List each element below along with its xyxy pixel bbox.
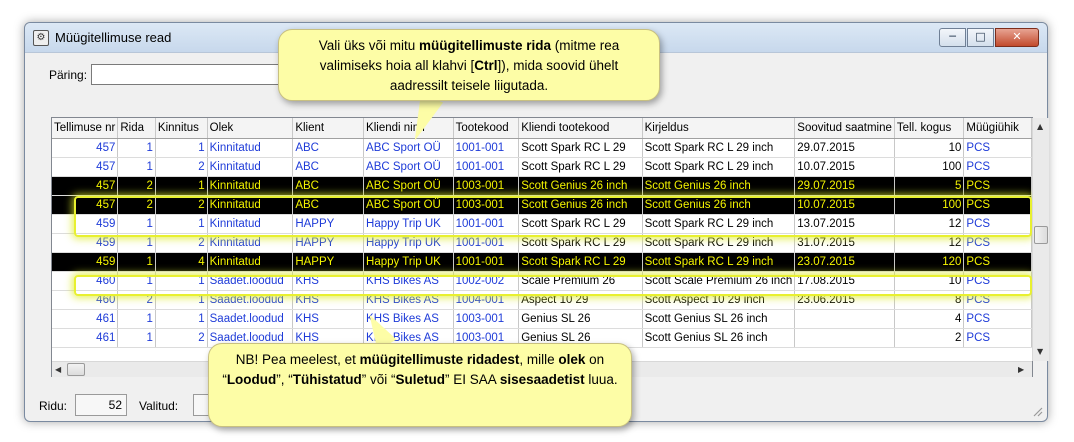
close-button[interactable]: ✕ (995, 28, 1039, 47)
client-cell[interactable]: KHS (293, 271, 364, 290)
order-cell[interactable]: 457 (52, 195, 118, 214)
client-code-cell[interactable]: Scott Spark RC L 29 (519, 157, 642, 176)
client-name-cell[interactable]: ABC Sport OÜ (364, 195, 454, 214)
callout-bottom-text-2: , mille (519, 352, 559, 367)
status-cell[interactable]: Kinnitatud (207, 195, 293, 214)
table-row[interactable] (52, 290, 1032, 309)
col-status-header[interactable]: Olek (207, 118, 293, 138)
client-code-cell[interactable]: Scott Spark RC L 29 (519, 252, 642, 271)
client-cell[interactable]: KHS (293, 309, 364, 328)
vertical-scroll-thumb[interactable] (1034, 226, 1048, 244)
table-row[interactable] (52, 157, 1032, 176)
scroll-left-icon[interactable]: ◀ (55, 365, 62, 374)
description-cell[interactable]: Scott Aspect 10 29 inch (642, 290, 795, 309)
code-cell[interactable]: 1002-002 (453, 271, 519, 290)
confirmation-cell[interactable]: 1 (155, 271, 207, 290)
status-cell[interactable]: Saadet.loodud (207, 309, 293, 328)
table-row[interactable] (52, 214, 1032, 233)
status-cell[interactable]: Kinnitatud (207, 138, 293, 157)
quantity-cell[interactable]: 120 (894, 252, 964, 271)
callout-bottom-text-7: luua. (584, 372, 618, 387)
table-row[interactable] (52, 176, 1032, 195)
status-cell[interactable]: Kinnitatud (207, 176, 293, 195)
client-cell[interactable]: KHS (293, 290, 364, 309)
description-cell[interactable]: Scott Genius SL 26 inch (642, 328, 795, 347)
confirmation-cell[interactable]: 2 (155, 157, 207, 176)
confirmation-cell[interactable]: 1 (155, 290, 207, 309)
callout-bottom-bold-5: Suletud (395, 372, 446, 387)
col-client-header[interactable]: Klient (293, 118, 364, 138)
date-cell[interactable]: 23.07.2015 (795, 252, 895, 271)
code-cell[interactable]: 1001-001 (453, 138, 519, 157)
status-cell[interactable]: Kinnitatud (207, 157, 293, 176)
client-name-cell[interactable]: KHS Bikes AS (364, 309, 454, 328)
callout-bottom-bold-2: olek (558, 352, 586, 367)
scroll-down-icon[interactable]: ▼ (1037, 347, 1044, 356)
date-cell[interactable]: 29.07.2015 (795, 176, 895, 195)
rows-count-label: Ridu: (39, 399, 68, 413)
unit-cell[interactable]: PCS (964, 271, 1032, 290)
date-cell[interactable]: 29.07.2015 (795, 138, 895, 157)
row-cell[interactable]: 1 (118, 157, 156, 176)
callout-top-bold-1: müügitellimuste rida (418, 38, 552, 53)
callout-bottom-bold-6: sisesaadetist (499, 372, 585, 387)
row-cell[interactable]: 1 (118, 328, 156, 347)
date-cell[interactable] (795, 309, 895, 328)
query-input[interactable] (91, 64, 291, 85)
unit-cell[interactable]: PCS (964, 138, 1032, 157)
unit-cell[interactable]: PCS (964, 328, 1032, 347)
description-cell[interactable]: Scott Genius 26 inch (642, 176, 795, 195)
client-code-cell[interactable]: Scott Genius 26 inch (519, 195, 642, 214)
client-name-cell[interactable]: Happy Trip UK (364, 214, 454, 233)
callout-top-bold-2: Ctrl (474, 58, 498, 73)
confirmation-cell[interactable]: 1 (155, 309, 207, 328)
callout-bottom-text-3: on “ (222, 352, 605, 387)
unit-cell[interactable]: PCS (964, 195, 1032, 214)
client-code-cell[interactable]: Scott Genius 26 inch (519, 176, 642, 195)
client-code-cell[interactable]: Scott Spark RC L 29 (519, 233, 642, 252)
quantity-cell[interactable]: 12 (894, 214, 964, 233)
callout-top (278, 29, 660, 101)
client-name-cell[interactable]: ABC Sport OÜ (364, 176, 454, 195)
row-cell[interactable]: 1 (118, 252, 156, 271)
confirmation-cell[interactable]: 1 (155, 138, 207, 157)
quantity-cell[interactable]: 4 (894, 309, 964, 328)
quantity-cell[interactable]: 5 (894, 176, 964, 195)
client-cell[interactable]: KHS (293, 328, 364, 347)
unit-cell[interactable]: PCS (964, 290, 1032, 309)
rows-count-value: 52 (75, 394, 127, 416)
order-cell[interactable]: 459 (52, 252, 118, 271)
horizontal-scroll-thumb[interactable] (67, 363, 85, 376)
table-row[interactable] (52, 271, 1032, 290)
confirmation-cell[interactable]: 2 (155, 233, 207, 252)
code-cell[interactable]: 1003-001 (453, 176, 519, 195)
query-label: Päring: (49, 68, 88, 82)
callout-bottom-text-4: ”, “ (276, 372, 293, 387)
date-cell[interactable] (795, 328, 895, 347)
date-cell[interactable]: 10.07.2015 (795, 157, 895, 176)
client-cell[interactable]: ABC (293, 157, 364, 176)
client-name-cell[interactable]: Happy Trip UK (364, 252, 454, 271)
client-cell[interactable]: HAPPY (293, 252, 364, 271)
scroll-up-icon[interactable]: ▲ (1037, 122, 1044, 131)
description-cell[interactable]: Scott Spark RC L 29 inch (642, 214, 795, 233)
client-code-cell[interactable]: Scale Premium 26 (519, 271, 642, 290)
description-cell[interactable]: Scott Spark RC L 29 inch (642, 252, 795, 271)
date-cell[interactable]: 31.07.2015 (795, 233, 895, 252)
col-date-header[interactable]: Soovitud saatmine (795, 118, 895, 138)
date-cell[interactable]: 10.07.2015 (795, 195, 895, 214)
rows-table (52, 118, 1032, 348)
col-order-header[interactable]: Tellimuse nr (52, 118, 118, 138)
order-cell[interactable]: 457 (52, 138, 118, 157)
quantity-cell[interactable]: 10 (894, 138, 964, 157)
callout-bottom-bold-1: müügitellimuste ridadest (359, 352, 520, 367)
status-cell[interactable]: Saadet.loodud (207, 328, 293, 347)
client-name-cell[interactable]: ABC Sport OÜ (364, 157, 454, 176)
unit-cell[interactable]: PCS (964, 309, 1032, 328)
col-code-header[interactable]: Tootekood (453, 118, 519, 138)
table-row[interactable] (52, 233, 1032, 252)
confirmation-cell[interactable]: 2 (155, 328, 207, 347)
client-code-cell[interactable]: Aspect 10 29 (519, 290, 642, 309)
unit-cell[interactable]: PCS (964, 176, 1032, 195)
quantity-cell[interactable]: 10 (894, 271, 964, 290)
row-cell[interactable]: 2 (118, 290, 156, 309)
order-cell[interactable]: 461 (52, 309, 118, 328)
code-cell[interactable]: 1001-001 (453, 233, 519, 252)
client-code-cell[interactable]: Scott Spark RC L 29 (519, 138, 642, 157)
row-cell[interactable]: 1 (118, 233, 156, 252)
client-cell[interactable]: HAPPY (293, 233, 364, 252)
client-name-cell[interactable]: KHS Bikes AS (364, 290, 454, 309)
order-cell[interactable]: 459 (52, 233, 118, 252)
unit-cell[interactable]: PCS (964, 214, 1032, 233)
client-code-cell[interactable]: Genius SL 26 (519, 309, 642, 328)
order-cell[interactable]: 460 (52, 271, 118, 290)
row-cell[interactable]: 2 (118, 176, 156, 195)
code-cell[interactable]: 1004-001 (453, 290, 519, 309)
rows-grid (51, 117, 1044, 377)
status-cell[interactable]: Saadet.loodud (207, 290, 293, 309)
window-title: Müügitellimuse read (55, 30, 172, 45)
table-row[interactable] (52, 195, 1032, 214)
row-cell[interactable]: 2 (118, 195, 156, 214)
client-cell[interactable]: ABC (293, 176, 364, 195)
date-cell[interactable]: 23.06.2015 (795, 290, 895, 309)
col-row-header[interactable]: Rida (118, 118, 156, 138)
confirmation-cell[interactable]: 1 (155, 176, 207, 195)
window-controls (939, 28, 1039, 47)
callout-top-text-1: Vali üks või mitu (318, 38, 419, 53)
client-cell[interactable]: ABC (293, 138, 364, 157)
row-cell[interactable]: 1 (118, 309, 156, 328)
order-cell[interactable]: 457 (52, 157, 118, 176)
col-description-header[interactable]: Kirjeldus (642, 118, 795, 138)
col-unit-header[interactable]: Müügiühik (964, 118, 1032, 138)
client-code-cell[interactable]: Genius SL 26 (519, 328, 642, 347)
row-cell[interactable]: 1 (118, 138, 156, 157)
description-cell[interactable]: Scott Spark RC L 29 inch (642, 157, 795, 176)
quantity-cell[interactable]: 12 (894, 233, 964, 252)
col-client-name-header[interactable]: Kliendi nimi (364, 118, 454, 138)
client-name-cell[interactable]: KHS Bikes AS (364, 328, 454, 347)
code-cell[interactable]: 1003-001 (453, 195, 519, 214)
description-cell[interactable]: Scott Genius SL 26 inch (642, 309, 795, 328)
code-cell[interactable]: 1001-001 (453, 157, 519, 176)
date-cell[interactable]: 13.07.2015 (795, 214, 895, 233)
callout-bottom-bold-3: Loodud (226, 372, 277, 387)
callout-bottom-text-5: ” või “ (361, 372, 396, 387)
selected-count-label: Valitud: (139, 399, 179, 413)
description-cell[interactable]: Scott Genius 26 inch (642, 195, 795, 214)
client-cell[interactable]: HAPPY (293, 214, 364, 233)
status-cell[interactable]: Saadet.loodud (207, 271, 293, 290)
resize-grip-icon[interactable] (1031, 405, 1043, 417)
table-row[interactable] (52, 309, 1032, 328)
quantity-cell[interactable]: 100 (894, 195, 964, 214)
client-cell[interactable]: ABC (293, 195, 364, 214)
description-cell[interactable]: Scott Spark RC L 29 inch (642, 233, 795, 252)
client-name-cell[interactable]: KHS Bikes AS (364, 271, 454, 290)
col-client-code-header[interactable]: Kliendi tootekood (519, 118, 642, 138)
table-row[interactable] (52, 138, 1032, 157)
code-cell[interactable]: 1001-001 (453, 214, 519, 233)
order-cell[interactable]: 457 (52, 176, 118, 195)
unit-cell[interactable]: PCS (964, 233, 1032, 252)
code-cell[interactable]: 1003-001 (453, 328, 519, 347)
col-quantity-header[interactable]: Tell. kogus (894, 118, 964, 138)
callout-bottom-text-1: NB! Pea meelest, et (235, 352, 360, 367)
status-cell[interactable]: Kinnitatud (207, 252, 293, 271)
callout-bottom (208, 343, 632, 427)
row-cell[interactable]: 1 (118, 271, 156, 290)
description-cell[interactable]: Scott Scale Premium 26 inch (642, 271, 795, 290)
order-cell[interactable]: 459 (52, 214, 118, 233)
row-cell[interactable]: 1 (118, 214, 156, 233)
quantity-cell[interactable]: 8 (894, 290, 964, 309)
description-cell[interactable]: Scott Spark RC L 29 inch (642, 138, 795, 157)
maximize-button[interactable]: □ (967, 28, 994, 47)
client-name-cell[interactable]: ABC Sport OÜ (364, 138, 454, 157)
callout-top-text-2: (mitme rea valimiseks hoia all klahvi [ (319, 38, 620, 73)
callout-bottom-text-6: ” EI SAA (445, 372, 500, 387)
confirmation-cell[interactable]: 2 (155, 195, 207, 214)
callout-top-text-3: ]), mida soovid ühelt aadressilt teisele liigutada. (389, 58, 619, 93)
client-code-cell[interactable]: Scott Spark RC L 29 (519, 214, 642, 233)
code-cell[interactable]: 1003-001 (453, 309, 519, 328)
app-icon: ⚙ (33, 30, 49, 46)
vertical-scrollbar[interactable] (1032, 118, 1049, 361)
callout-bottom-bold-4: Tühistatud (292, 372, 362, 387)
header-row (52, 118, 1032, 138)
status-cell[interactable]: Kinnitatud (207, 233, 293, 252)
unit-cell[interactable]: PCS (964, 252, 1032, 271)
minimize-button[interactable]: ─ (939, 28, 966, 47)
order-cell[interactable]: 460 (52, 290, 118, 309)
col-confirmation-header[interactable]: Kinnitus (155, 118, 207, 138)
confirmation-cell[interactable]: 1 (155, 214, 207, 233)
confirmation-cell[interactable]: 4 (155, 252, 207, 271)
status-cell[interactable]: Kinnitatud (207, 214, 293, 233)
table-row[interactable] (52, 252, 1032, 271)
date-cell[interactable]: 17.08.2015 (795, 271, 895, 290)
client-name-cell[interactable]: Happy Trip UK (364, 233, 454, 252)
code-cell[interactable]: 1001-001 (453, 252, 519, 271)
unit-cell[interactable]: PCS (964, 157, 1032, 176)
order-cell[interactable]: 461 (52, 328, 118, 347)
quantity-cell[interactable]: 2 (894, 328, 964, 347)
scroll-right-icon[interactable]: ▶ (1018, 365, 1025, 374)
quantity-cell[interactable]: 100 (894, 157, 964, 176)
